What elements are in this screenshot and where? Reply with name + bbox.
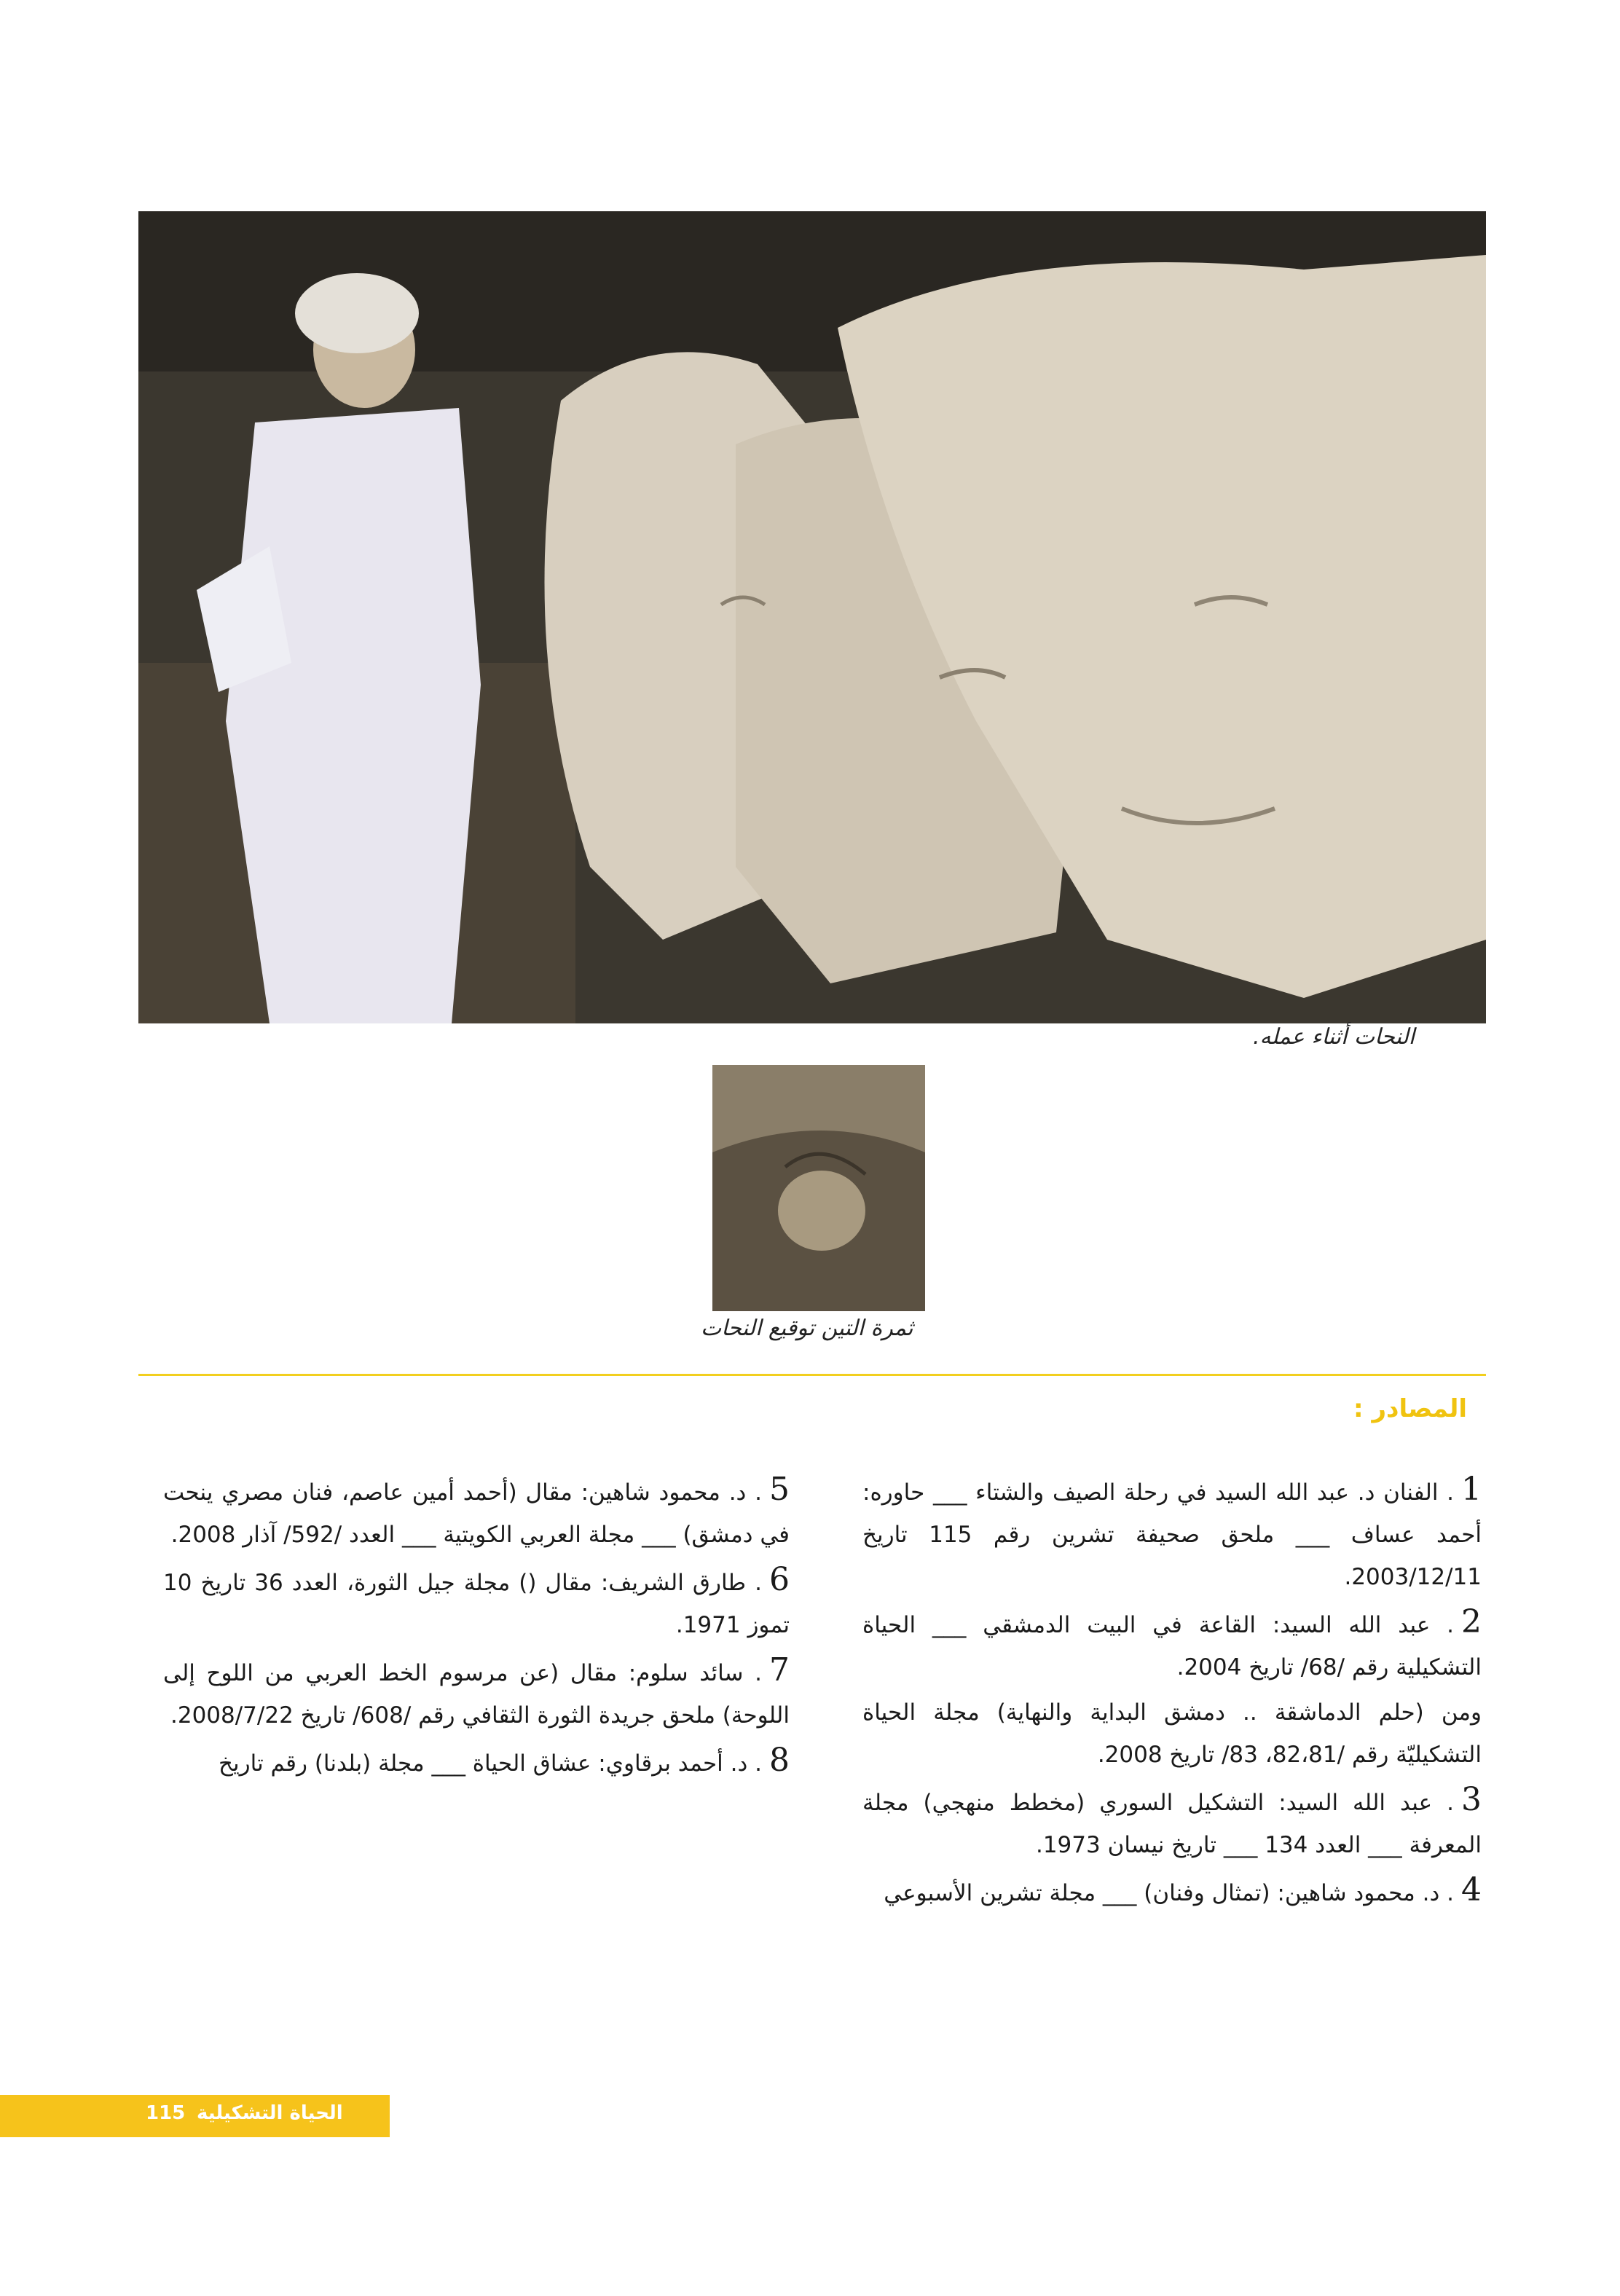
sources-column-left (163, 1469, 790, 1788)
reference-item: 7. سائد سلوم: مقال (عن مرسوم الخط العربي من اللوح إلى اللوحة) ملحق جريدة الثورة الثقافي رقم /608/ تاريخ 2008/7/22. (163, 1651, 790, 1729)
fig-signature-photo (712, 1065, 925, 1311)
reference-item: 8. د. أحمد برقاوي: عشاق الحياة ___ مجلة (بلدنا) رقم تاريخ (219, 1742, 790, 1779)
page-number: 115 (146, 2102, 186, 2124)
reference-item: 5. د. محمود شاهين: مقال (أحمد أمين عاصم، فنان مصري ينحت في دمشق) ___ مجلة العربي الكويتية ___ العدد /592/ آذار 2008. (163, 1471, 790, 1548)
reference-item: 3. عبد الله السيد: التشكيل السوري (مخطط منهجي) مجلة المعرفة ___ العدد 134 ___ تاريخ نيسان 1973. (862, 1781, 1482, 1858)
fig-signature-illustration (712, 1065, 925, 1311)
sources-heading: المصادر : (1353, 1394, 1467, 1423)
sources-column-right (862, 1469, 1482, 1917)
main-photo-caption: النحات أثناء عمله. (1253, 1024, 1415, 1050)
reference-item: 6. طارق الشريف: مقال () مجلة جيل الثورة، العدد 36 تاريخ 10 تموز 1971. (163, 1561, 790, 1638)
reference-item: 1. الفنان د. عبد الله السيد في رحلة الصيف والشتاء ___ حاوره: أحمد عساف ___ ملحق صحيفة تشرين رقم 115 تاريخ 2003/12/11. (862, 1471, 1482, 1590)
magazine-name: الحياة التشكيلية (197, 2102, 343, 2124)
reference-item: ومن (حلم الدماشقة .. دمشق البداية والنهاية) مجلة الحياة التشكيليّة رقم /82،81، 83/ تاريخ 2008. (862, 1699, 1482, 1768)
reference-item: 2. عبد الله السيد: القاعة في البيت الدمشقي ___ الحياة التشكيلية رقم /68/ تاريخ 2004. (862, 1603, 1482, 1680)
small-photo-caption: ثمرة التين توقيع النحات (701, 1316, 913, 1341)
sculptor-photo-illustration (138, 211, 1486, 1023)
section-divider (138, 1374, 1486, 1376)
sculptor-photo (138, 211, 1486, 1023)
reference-item: 4. د. محمود شاهين: (تمثال وفنان) ___ مجلة تشرين الأسبوعي (884, 1871, 1482, 1908)
